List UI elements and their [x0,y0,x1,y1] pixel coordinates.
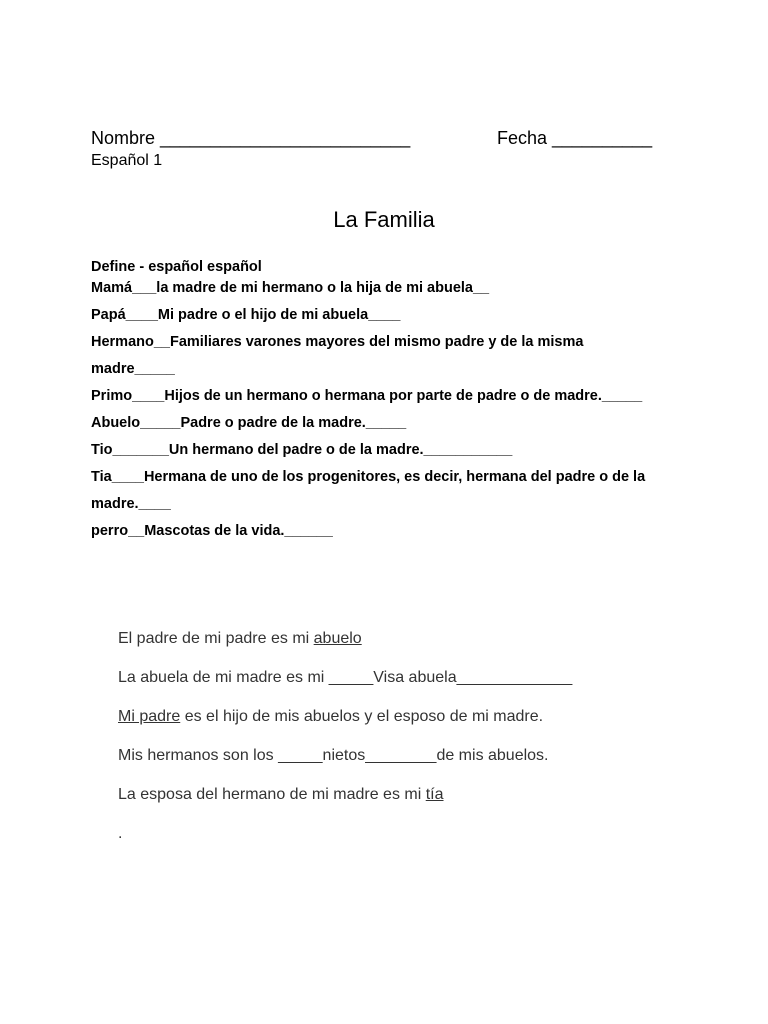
definition-line-mama: Mamá___la madre de mi hermano o la hija de mi abuela__ [91,280,490,296]
definition-line-primo: Primo____Hijos de un hermano o hermana por parte de padre o de madre._____ [91,388,643,404]
definitions-heading: Define - español español [91,259,262,275]
sentence-2: La abuela de mi madre es mi _____Visa abuela_____________ [118,669,573,686]
sentence-3-answer: Mi padre [118,708,181,725]
sentence-1 [118,626,718,652]
fill-in-sentences [118,626,718,860]
definition-line-tia-cont: madre.____ [91,496,171,512]
sentence-1-text: El padre de mi padre es mi [118,630,314,647]
name-field-label: Nombre _________________________ [91,128,411,148]
date-field-label: Fecha __________ [497,128,653,148]
sentence-3-text: es el hijo de mis abuelos y el esposo de mi madre. [180,708,544,725]
header-row [91,126,691,150]
sentence-5-text: La esposa del hermano de mi madre es mi [118,786,426,803]
definition-line-hermano: Hermano__Familiares varones mayores del mismo padre y de la misma [91,334,584,350]
definition-line-perro: perro__Mascotas de la vida.______ [91,523,333,539]
sentence-6: . [118,825,123,842]
definition-line-abuelo: Abuelo_____Padre o padre de la madre._____ [91,415,407,431]
sentence-5 [118,782,718,808]
page-title: La Familia [333,207,435,232]
sentence-5-answer: tía [425,786,444,803]
sentence-3 [118,704,718,730]
definition-line-papa: Papá____Mi padre o el hijo de mi abuela____ [91,307,401,323]
definition-line-tia: Tia____Hermana de uno de los progenitores, es decir, hermana del padre o de la [91,469,646,485]
sentence-4: Mis hermanos son los _____nietos________de mis abuelos. [118,747,549,764]
definition-line-tio: Tio_______Un hermano del padre o de la madre.___________ [91,442,513,458]
sentence-1-answer: abuelo [313,630,362,647]
definition-line-hermano-cont: madre_____ [91,361,175,377]
course-label: Español 1 [91,152,163,169]
definitions-section [91,257,691,545]
